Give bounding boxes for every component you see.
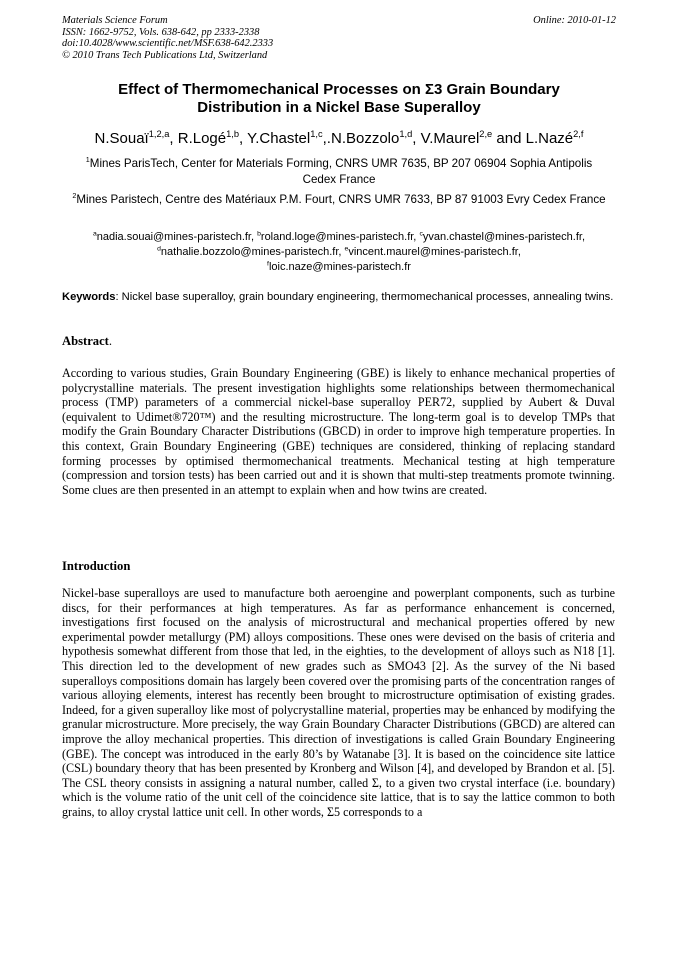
author-separator: , [412, 130, 421, 147]
author-affiliation-mark: 2,e [479, 129, 493, 139]
copyright-line: © 2010 Trans Tech Publications Ltd, Switzerland [62, 49, 268, 61]
email-address: nadia.souai@mines-paristech.fr, [96, 231, 258, 243]
author-affiliation-mark: 1,d [399, 129, 413, 139]
affiliation-mark: 2 [72, 191, 77, 201]
author: L.Nazé [525, 130, 574, 147]
email-mark: c [419, 230, 423, 238]
introduction-text: Nickel-base superalloys are used to manufacture both aeroengine and powerplant components, such as turbine discs, for their performances at high temperatures. As far as performance enhancement is concerned, investigations first focused on the analysis of microstructural and mechanical properties offered by new experimental powder metallurgy (PM) alloys compositions. These ones were devised on the basis of criteria and hypothesis somewhat different from those that led, in the eighties, to the development of alloys such as N18 [1]. This direction led to the development of new grades such as SMO43 [2]. As the survey of the Ni based superalloys compositions domain has largely been covered over the promising parts of the concentration ranges of various alloying elements, interest has recently been brought to microstructure optimisation of existing grades. Indeed, for a given superalloy like most of polycrystalline material, properties may be enhanced by modifying the granular microstructure. More precisely, the way Grain Boundary Character Distributions (GBCD) are altered can improve the alloy mechanical properties. This direction of investigations is called Grain Boundary Engineering (GBE). The concept was introduced in the early 80’s by Watanabe [3]. It is based on the coincidence site lattice (CSL) boundary theory that has been presented by Kronberg and Wilson [4], and developed by Brandon et al. [5]. The CSL theory consists in assigning a natural number, called Σ, to a given two crystal interface (i.e. boundary) which is the volume ratio of the unit cell of the coincidence site lattice, that is to say the lattice common to both grains, to alloy crystal lattice unit cell. In other words, Σ5 corresponds to a [62, 586, 615, 819]
author-separator: ,. [322, 130, 331, 147]
email-address: loic.naze@mines-paristech.fr [268, 261, 411, 273]
author: R.Logé [177, 130, 227, 147]
author-list [62, 130, 616, 148]
abstract-heading [62, 334, 112, 349]
abstract-heading-period: . [108, 334, 113, 348]
affiliation-text: Mines ParisTech, Center for Materials Forming, CNRS UMR 7635, BP 207 06904 Sophia Antipolis Cedex France [89, 157, 593, 186]
abstract-heading-text: Abstract [62, 334, 109, 348]
author-separator: , [239, 130, 248, 147]
introduction-heading: Introduction [62, 559, 131, 573]
issn-line: ISSN: 1662-9752, Vols. 638-642, pp 2333-2338 [62, 26, 260, 38]
affiliation-mark: 1 [85, 155, 90, 165]
abstract-text: According to various studies, Grain Boundary Engineering (GBE) is likely to enhance mechanical properties of polycrystalline materials. The present investigation highlights some relationships between thermomechanical process (TMP) parameters of a commercial nickel-base superalloy PER72, supplied by Aubert & Duval (equivalent to Udimet®720™) and the resulting microstructure. The long-term goal is to develop TMPs that modify the Grain Boundary Character Distributions (GBCD) in order to improve high temperature properties. In this context, Grain Boundary Engineering (GBE) techniques are considered, thinking of replacing standard forming processes by optimised thermomechanical treatments. Mechanical testing at high temperature (compression and torsion tests) has been carried out and it is shown that multi-step treatments promote twinning. Some clues are then presented in an attempt to explain when and how twins are created. [62, 366, 615, 497]
author-affiliation-mark: 1,c [310, 129, 323, 139]
journal-name: Materials Science Forum [62, 15, 168, 26]
author: Y.Chastel [247, 130, 311, 147]
email-address: nathalie.bozzolo@mines-paristech.fr, [160, 246, 345, 258]
doi-line: doi:10.4028/www.scientific.net/MSF.638-642.2333 [62, 38, 274, 50]
author-separator: , [169, 130, 178, 147]
author-affiliation-mark: 1,b [226, 129, 240, 139]
email-address: vincent.maurel@mines-paristech.fr, [348, 246, 521, 258]
affiliation-2 [72, 192, 606, 208]
keywords-text: : Nickel base superalloy, grain boundary engineering, thermomechanical processes, annealing twins. [115, 291, 614, 303]
email-list [72, 230, 606, 275]
author: N.Bozzolo [330, 130, 400, 147]
email-mark: f [267, 260, 269, 268]
email-address: yvan.chastel@mines-paristech.fr, [422, 231, 586, 243]
paper-title: Effect of Thermomechanical Processes on Σ3 Grain Boundary Distribution in a Nickel Base Superalloy [118, 81, 560, 116]
email-mark: d [157, 245, 161, 253]
online-date: Online: 2010-01-12 [533, 15, 616, 26]
email-mark: a [92, 230, 97, 238]
author-affiliation-mark: 1,2,a [148, 129, 170, 139]
email-mark: e [344, 245, 349, 253]
author: V.Maurel [420, 130, 480, 147]
keywords-label: Keywords [62, 291, 116, 303]
author: N.Souaï [94, 130, 149, 147]
keywords [62, 290, 616, 305]
affiliation-1 [72, 156, 606, 188]
email-mark: b [257, 230, 261, 238]
journal-header [62, 15, 273, 61]
author-affiliation-mark: 2,f [573, 129, 584, 139]
email-address: roland.loge@mines-paristech.fr, [260, 231, 420, 243]
affiliation-text: Mines Paristech, Centre des Matériaux P.M. Fourt, CNRS UMR 7633, BP 87 91003 Evry Cedex France [76, 193, 606, 206]
author-separator: and [492, 130, 526, 147]
